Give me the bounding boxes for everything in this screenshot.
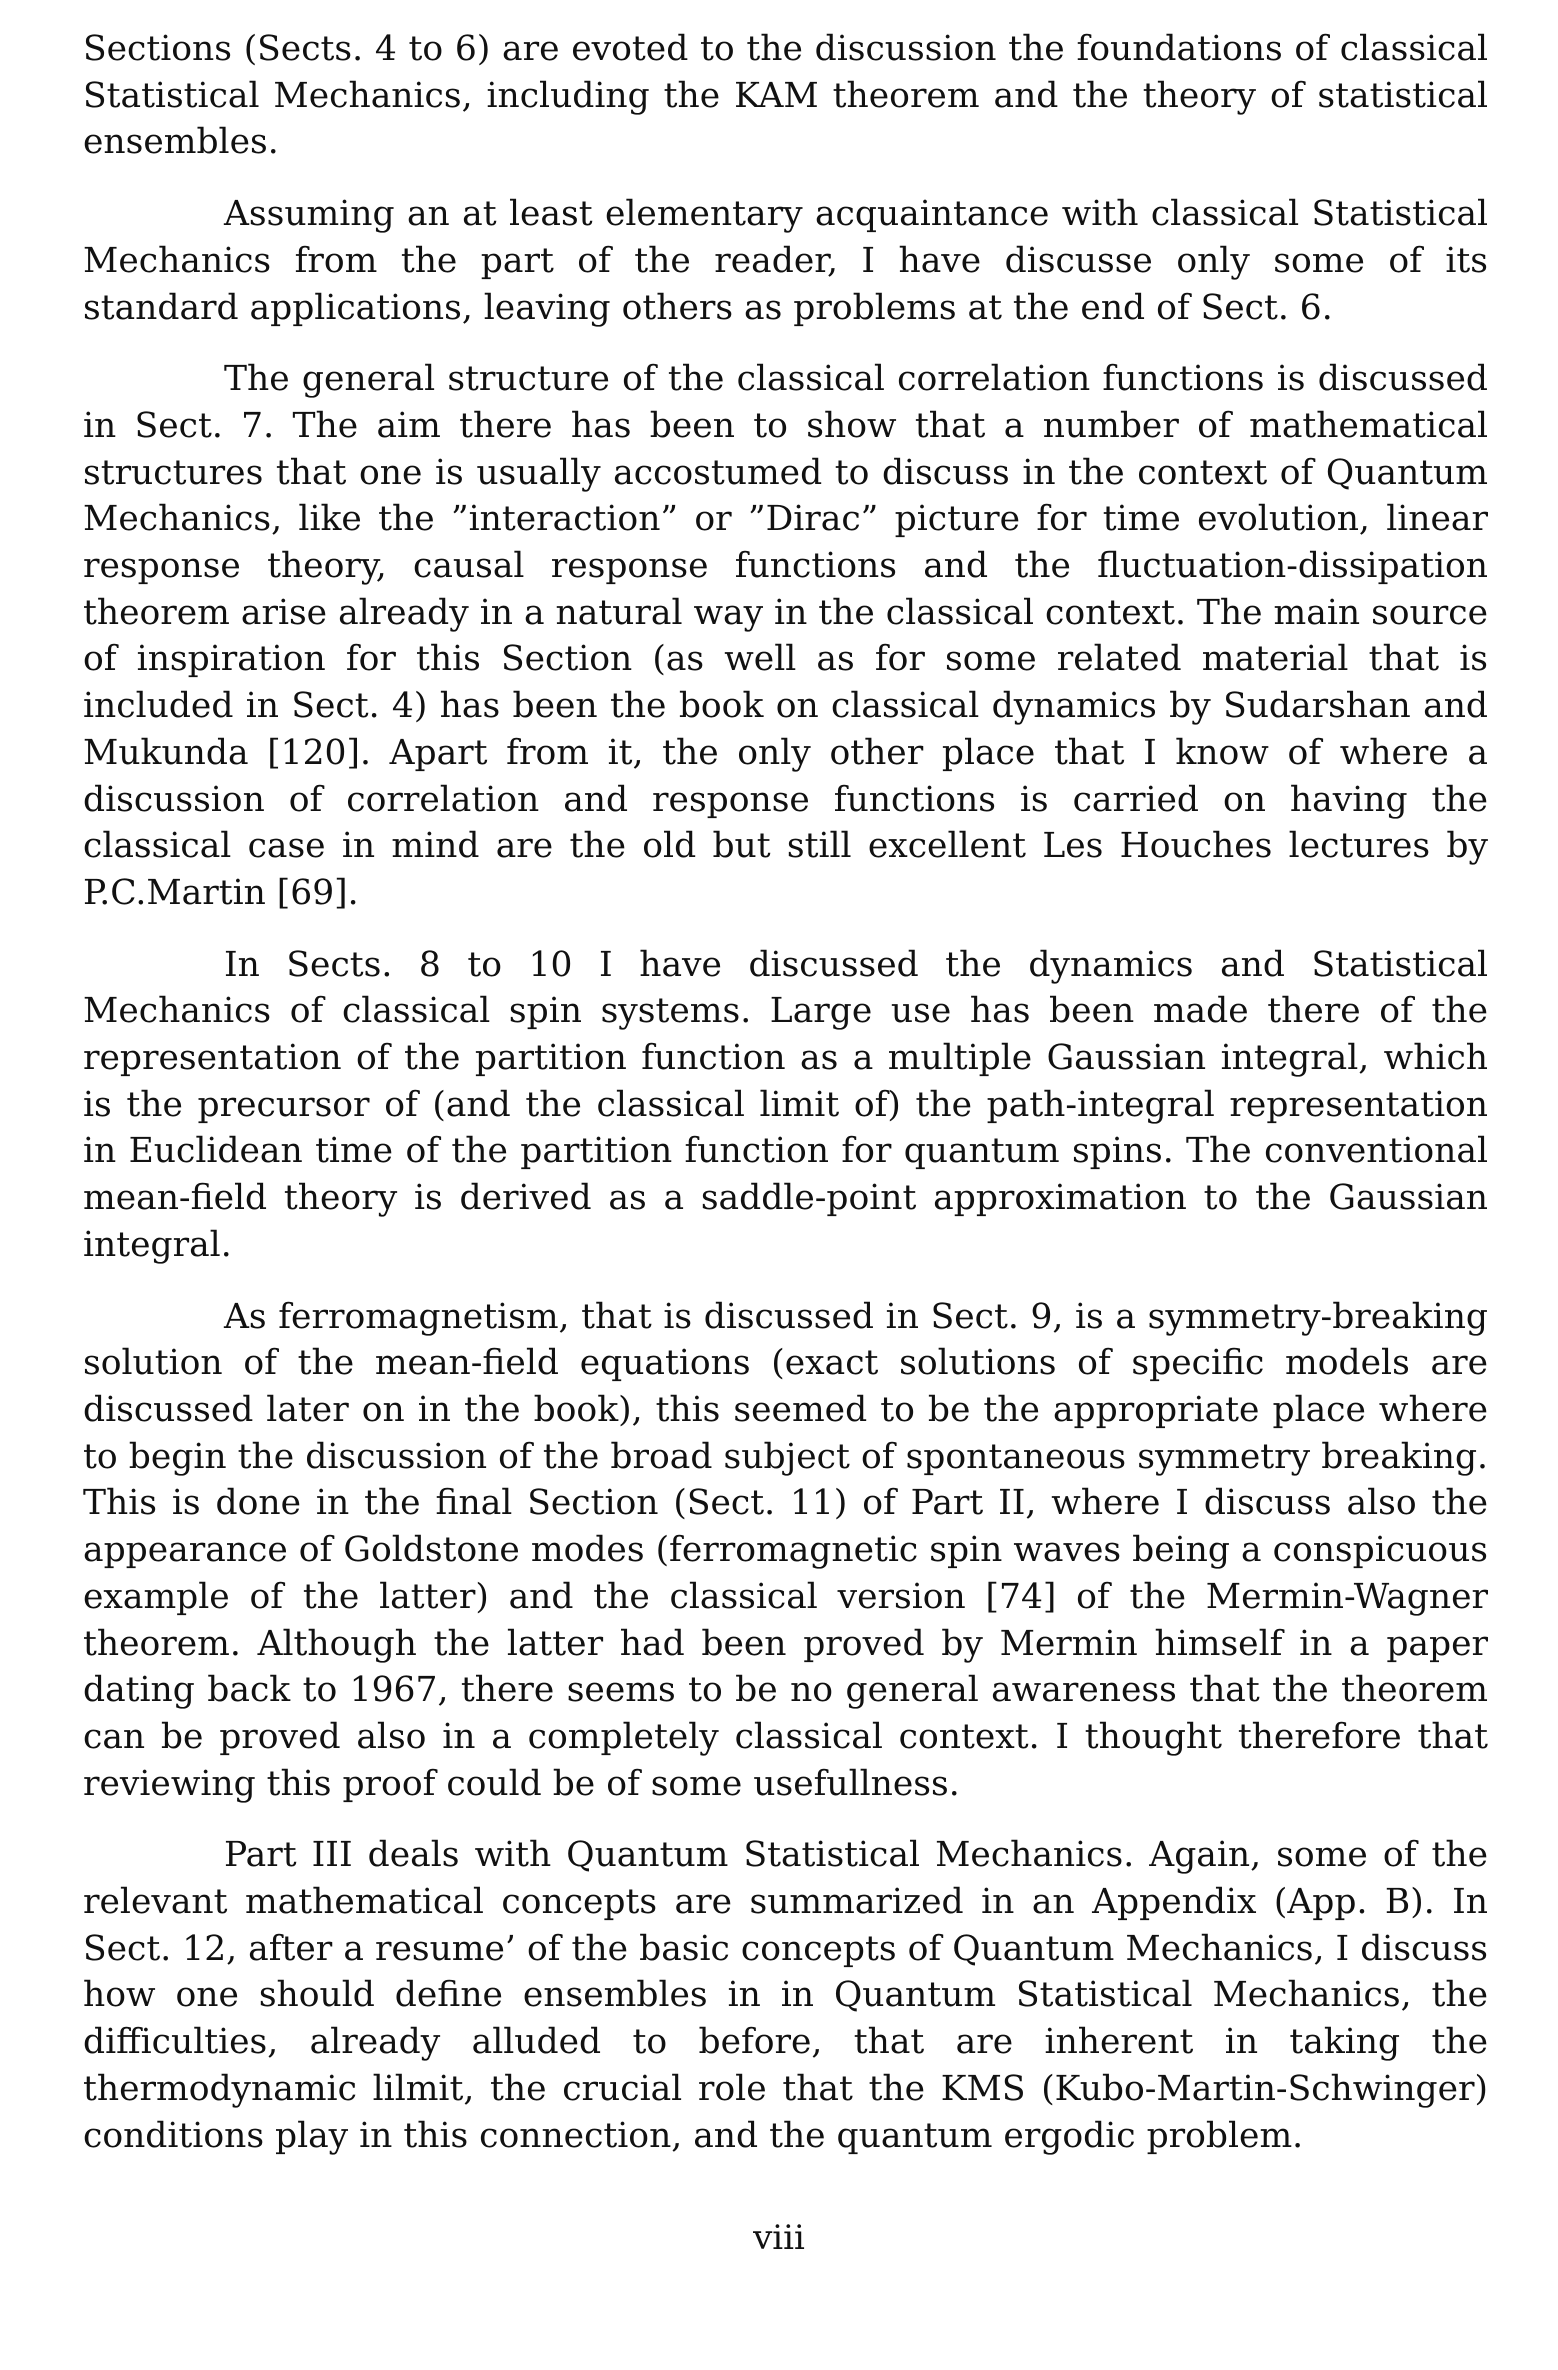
paragraph-elementary-acquaintance: Assuming an at least elementary acquaintance with classical Statistical Mechanics from the part of the reader, I have discusse only some of its standard applications, leaving others as problems at the end of Sect. 6. xyxy=(83,194,1488,328)
paragraph-correlation-functions: The general structure of the classical correlation functions is discussed in Sect. 7. The aim there has been to show that a number of mathematical structures that one is usually accostumed to discuss in the context of Quantum Mechanics, like the ”interaction” or ”Dirac” picture for time evolution, linear response theory, causal response functions and the fluctuation-dissipation theorem arise already in a natural way in the classical context. The main source of inspiration for this Section (as well as for some related material that is included in Sect. 4) has been the book on classical dynamics by Sudarshan and Mukunda [120]. Apart from it, the only other place that I know of where a discussion of correlation and response functions is carried on having the classical case in mind are the old but still excellent Les Houches lectures by P.C.Martin [69]. xyxy=(83,359,1488,913)
page-number: viii xyxy=(753,2218,805,2258)
paragraph-sections-overview: Sections (Sects. 4 to 6) are evoted to the discussion the foundations of classical Statistical Mechanics, including the KAM theorem and the theory of statistical ensembles. xyxy=(83,29,1488,163)
paragraph-spin-systems: In Sects. 8 to 10 I have discussed the dynamics and Statistical Mechanics of classical spin systems. Large use has been made there of the representation of the partition function as a multiple Gaussian integral, which is the precursor of (and the classical limit of) the path-integral representation in Euclidean time of the partition function for quantum spins. The conventional mean-field theory is derived as a saddle-point approximation to the Gaussian integral. xyxy=(83,944,1488,1265)
paragraph-ferromagnetism: As ferromagnetism, that is discussed in Sect. 9, is a symmetry-breaking solution of the mean-field equations (exact solutions of specific models are discussed later on in the book), this seemed to be the appropriate place where to begin the discussion of the broad subject of spontaneous symmetry breaking. This is done in the final Section (Sect. 11) of Part II, where I discuss also the appearance of Goldstone modes (ferromagnetic spin waves being a conspicuous example of the latter) and the classical version [74] of the Mermin-Wagner theorem. Although the latter had been proved by Mermin himself in a paper dating back to 1967, there seems to be no general awareness that the theorem can be proved also in a completely classical context. I thought therefore that reviewing this proof could be of some usefullness. xyxy=(83,1296,1488,1804)
paragraph-quantum-statistical-mechanics: Part III deals with Quantum Statistical Mechanics. Again, some of the relevant mathematical concepts are summarized in an Appendix (App. B). In Sect. 12, after a resume’ of the basic concepts of Quantum Mechanics, I discuss how one should define ensembles in in Quantum Statistical Mechanics, the difficulties, already alluded to before, that are inherent in taking the thermodynamic lilmit, the crucial role that the KMS (Kubo-Martin-Schwinger) conditions play in this connection, and the quantum ergodic problem. xyxy=(83,1835,1488,2156)
